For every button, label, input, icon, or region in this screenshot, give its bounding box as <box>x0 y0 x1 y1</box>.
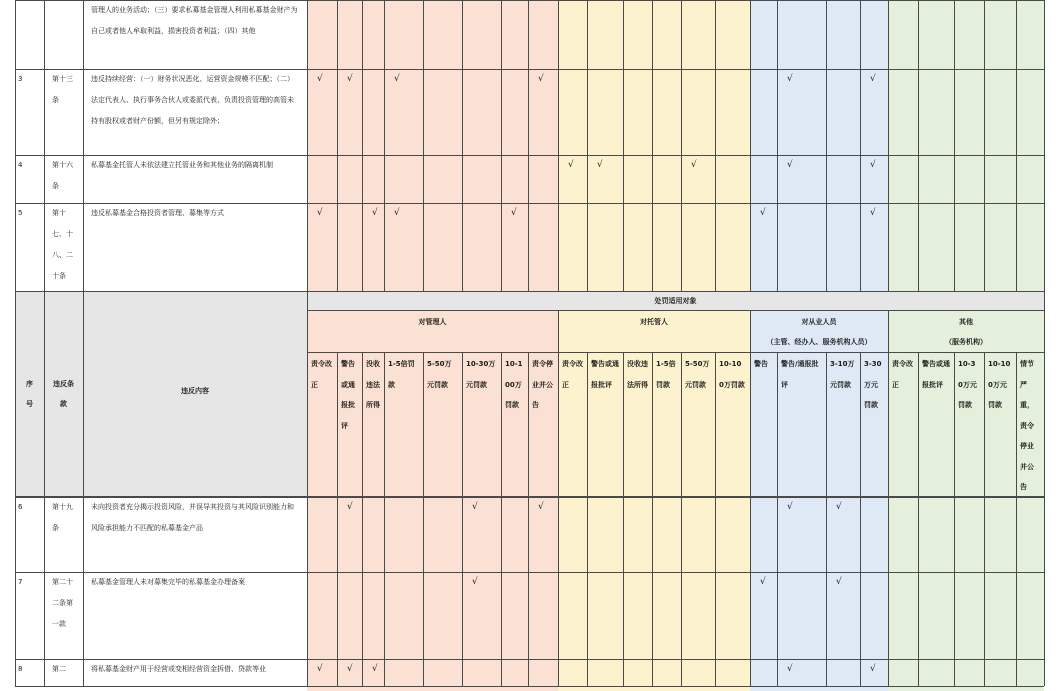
bottom-band-bg <box>826 497 860 691</box>
grid-line <box>462 497 463 686</box>
check-mark: √ <box>836 577 842 587</box>
header-column-label: 警告 <box>754 360 768 368</box>
check-mark: √ <box>347 502 353 512</box>
row-content: 私募基金托管人未依法建立托管业务和其他业务的隔离机制 <box>91 161 273 169</box>
header-column-label: 责令改正 <box>562 360 583 389</box>
check-mark: √ <box>317 208 323 218</box>
top-band-bg <box>623 0 652 291</box>
bottom-band-bg <box>750 497 777 691</box>
bottom-band-bg <box>587 497 623 691</box>
row-article <box>44 0 83 69</box>
row-seq <box>15 0 44 69</box>
header-column-label: 警告或通报批评 <box>341 360 355 430</box>
bottom-band-bg <box>888 497 918 691</box>
header-column-label: 责令改正 <box>311 360 332 389</box>
grid-line <box>15 686 1044 687</box>
grid-line <box>15 291 1044 292</box>
top-band-bg <box>558 0 587 291</box>
grid-line <box>1044 291 1045 497</box>
top-band-bg <box>1016 0 1044 291</box>
grid-line <box>623 497 624 686</box>
row-seq: 6 <box>18 503 23 511</box>
header-seq: 序号 <box>26 380 33 408</box>
header-group-label: 其他 <box>959 318 973 326</box>
grid-line <box>307 496 1044 497</box>
check-mark: √ <box>472 577 478 587</box>
check-mark: √ <box>597 160 603 170</box>
grid-line <box>384 497 385 686</box>
header-column-label: 10-30万元罚款 <box>466 360 496 389</box>
top-band-bg <box>918 0 954 291</box>
bottom-band-bg <box>462 497 501 691</box>
header-column-label: 3-10万元罚款 <box>830 360 855 389</box>
grid-line <box>1016 497 1017 686</box>
header-column-label: 情节严重，责令停业并公告 <box>1020 360 1034 491</box>
bottom-band-bg <box>307 497 337 691</box>
grid-line <box>826 497 827 686</box>
grid-line <box>501 497 502 686</box>
top-band-bg <box>860 0 888 291</box>
check-mark: √ <box>787 160 793 170</box>
grid-line <box>715 0 716 291</box>
grid-line <box>652 497 653 686</box>
top-band-bg <box>681 0 715 291</box>
row-article: 第二十二条第一款 <box>52 578 73 628</box>
grid-line <box>1044 0 1045 291</box>
grid-line <box>337 0 338 291</box>
top-band-bg <box>501 0 528 291</box>
grid-line <box>681 0 682 291</box>
grid-line <box>777 497 778 686</box>
bottom-band-bg <box>337 497 362 691</box>
grid-line <box>501 0 502 291</box>
check-mark: √ <box>870 160 876 170</box>
check-mark: √ <box>870 208 876 218</box>
row-seq: 4 <box>18 161 23 169</box>
check-mark: √ <box>538 74 544 84</box>
grid-line <box>528 0 529 291</box>
grid-line <box>384 0 385 291</box>
grid-line <box>984 0 985 291</box>
check-mark: √ <box>760 208 766 218</box>
header-column-label: 警告或通报批评 <box>922 360 950 389</box>
top-band-bg <box>528 0 558 291</box>
check-mark: √ <box>760 577 766 587</box>
row-article: 第十七、十八、二十条 <box>52 209 73 280</box>
top-band-bg <box>384 0 423 291</box>
row-content: 管理人的业务活动；（三）要求私募基金管理人利用私募基金财产为自己或者他人牟取利益，损害投资者利益；（四）其他 <box>91 6 298 35</box>
grid-line <box>888 0 889 291</box>
bottom-band-bg <box>860 497 888 691</box>
top-band-bg <box>777 0 826 291</box>
top-band-bg <box>652 0 681 291</box>
row-content: 违反持续经营：（一）财务状况恶化、运营资金规模不匹配；（二）法定代表人、执行事务合伙人或委派代表、负责投资管理的高管未持有股权或者财产份额，但另有规定除外； <box>91 75 294 125</box>
top-band-bg <box>462 0 501 291</box>
top-band-bg <box>715 0 750 291</box>
bottom-band-bg <box>384 497 423 691</box>
check-mark: √ <box>317 664 323 674</box>
grid-line <box>715 497 716 686</box>
grid-line <box>860 497 861 686</box>
grid-line <box>587 497 588 686</box>
grid-line <box>860 0 861 291</box>
top-band-bg <box>337 0 362 291</box>
header-column-label: 责令改正 <box>892 360 913 389</box>
check-mark: √ <box>787 664 793 674</box>
grid-line <box>558 497 559 686</box>
bottom-band-bg <box>984 497 1016 691</box>
check-mark: √ <box>836 502 842 512</box>
grid-line <box>528 497 529 686</box>
row-seq: 8 <box>18 665 23 673</box>
header-column-label: 1-5倍罚款 <box>656 360 676 389</box>
check-mark: √ <box>787 502 793 512</box>
grid-line <box>954 0 955 291</box>
grid-line <box>954 497 955 686</box>
grid-line <box>307 310 1044 311</box>
grid-line <box>777 0 778 291</box>
grid-line <box>681 497 682 686</box>
row-article: 第十三条 <box>52 75 73 104</box>
top-band-bg <box>888 0 918 291</box>
check-mark: √ <box>347 664 353 674</box>
row-content: 私募基金管理人未对募集完毕的私募基金办理备案 <box>91 578 245 586</box>
bottom-band-bg <box>918 497 954 691</box>
grid-line <box>362 497 363 686</box>
check-mark: √ <box>372 208 378 218</box>
row-article: 第二 <box>52 665 66 673</box>
header-column-label: 1-5倍罚款 <box>388 360 415 389</box>
header-column-label: 警告或通报批评 <box>591 360 619 389</box>
grid-line <box>423 0 424 291</box>
grid-line <box>1044 497 1045 686</box>
grid-line <box>307 497 308 686</box>
check-mark: √ <box>870 74 876 84</box>
check-mark: √ <box>394 208 400 218</box>
row-article: 第十九条 <box>52 503 73 532</box>
bottom-band-bg <box>681 497 715 691</box>
grid-line <box>307 0 308 291</box>
grid-line <box>918 0 919 291</box>
check-mark: √ <box>317 74 323 84</box>
check-mark: √ <box>787 74 793 84</box>
header-column-label: 10-30万元罚款 <box>958 360 977 409</box>
grid-line <box>918 497 919 686</box>
check-mark: √ <box>472 502 478 512</box>
header-column-label: 10-100万罚款 <box>719 360 745 389</box>
grid-line <box>750 497 751 686</box>
grid-line <box>1016 0 1017 291</box>
top-band-bg <box>954 0 984 291</box>
bottom-band-bg <box>954 497 984 691</box>
header-group-sub: （主管、经办人、服务机构人员） <box>766 338 872 346</box>
check-mark: √ <box>691 160 697 170</box>
grid-line <box>558 0 559 291</box>
header-column-label: 责令停业并公告 <box>532 360 553 409</box>
top-band-bg <box>307 0 337 291</box>
header-applicable: 处罚适用对象 <box>654 297 697 305</box>
header-column-label: 3-30万元罚款 <box>864 360 882 409</box>
bottom-band-bg <box>362 497 384 691</box>
bottom-band-bg <box>623 497 652 691</box>
header-column-label: 没收违法所得 <box>627 360 648 389</box>
bottom-band-bg <box>777 497 826 691</box>
grid-line <box>587 0 588 291</box>
grid-line <box>423 497 424 686</box>
grid-line <box>362 0 363 291</box>
check-mark: √ <box>372 664 378 674</box>
top-band-bg <box>587 0 623 291</box>
bottom-band-bg <box>528 497 558 691</box>
row-seq: 5 <box>18 209 23 217</box>
row-article: 第十六条 <box>52 161 73 190</box>
check-mark: √ <box>511 208 517 218</box>
top-band-bg <box>362 0 384 291</box>
check-mark: √ <box>394 74 400 84</box>
bottom-band-bg <box>558 497 587 691</box>
grid-line <box>623 0 624 291</box>
header-article: 违反条款 <box>53 380 74 408</box>
top-band-bg <box>423 0 462 291</box>
check-mark: √ <box>538 502 544 512</box>
grid-line <box>888 497 889 686</box>
check-mark: √ <box>870 664 876 674</box>
grid-line <box>984 497 985 686</box>
header-column-label: 10-100万罚款 <box>505 360 523 409</box>
bottom-band-bg <box>652 497 681 691</box>
top-band-bg <box>750 0 777 291</box>
row-content: 将私募基金财产用于经营或变相经营资金拆借、贷款等业 <box>91 665 266 673</box>
grid-line <box>337 497 338 686</box>
header-group-sub: （服务机构） <box>945 338 987 346</box>
row-seq: 3 <box>18 75 23 83</box>
header-column-label: 5-50万元罚款 <box>685 360 710 389</box>
header-column-label: 10-100万元罚款 <box>988 360 1011 409</box>
bottom-band-bg <box>715 497 750 691</box>
row-content: 未向投资者充分揭示投资风险，并误导其投资与其风险识别能力和风险承担能力不匹配的私募基金产品 <box>91 503 294 532</box>
top-band-bg <box>826 0 860 291</box>
header-group-label: 对托管人 <box>640 318 668 326</box>
bottom-band-bg <box>501 497 528 691</box>
header-column-label: 5-50万元罚款 <box>427 360 452 389</box>
header-column-label: 没收违法所得 <box>366 360 380 409</box>
check-mark: √ <box>347 74 353 84</box>
header-column-label: 警告/通报批评 <box>781 360 819 389</box>
grid-line <box>652 0 653 291</box>
top-band-bg <box>984 0 1016 291</box>
row-seq: 7 <box>18 578 23 586</box>
header-content: 违反内容 <box>181 387 209 395</box>
grid-line <box>307 352 1044 353</box>
grid-line <box>462 0 463 291</box>
header-group-label: 对管理人 <box>418 318 447 326</box>
grid-line <box>750 0 751 291</box>
check-mark: √ <box>568 160 574 170</box>
grid-line <box>826 0 827 291</box>
bottom-band-bg <box>423 497 462 691</box>
bottom-band-bg <box>1016 497 1044 691</box>
header-group-label: 对从业人员 <box>801 318 837 326</box>
row-content: 违反私募基金合格投资者管理、募集等方式 <box>91 209 224 217</box>
